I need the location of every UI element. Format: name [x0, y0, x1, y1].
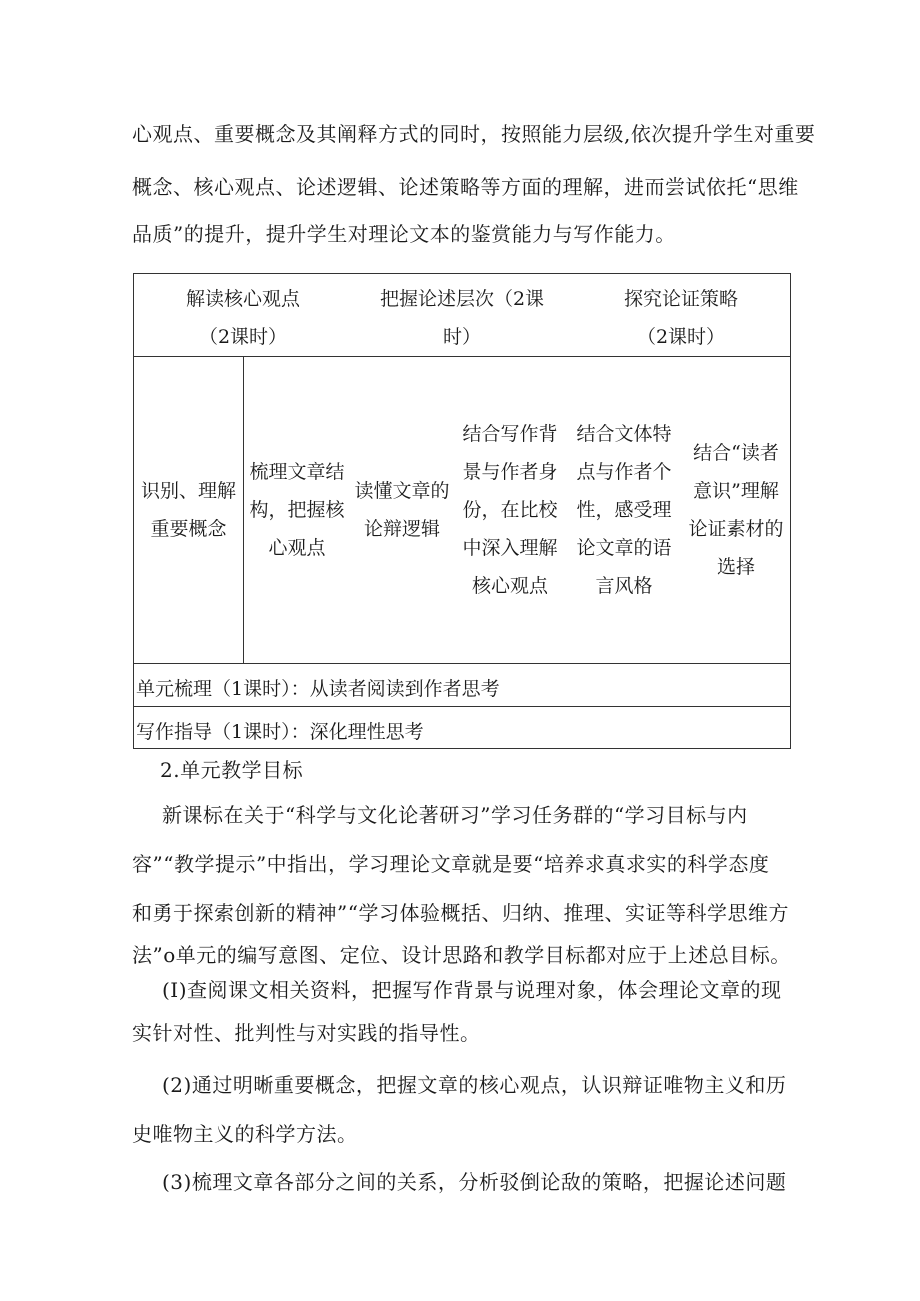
- cell-reader-line: 结合“读者: [693, 442, 779, 464]
- row-writing-guide: 写作指导（1课时）：深化理性思考: [136, 721, 424, 743]
- table-divider-body: [134, 663, 790, 664]
- goal-3-line-1: (3)梳理文章各部分之间的关系，分析驳倒论敌的策略，把握论述问题: [162, 1170, 787, 1194]
- header-core-views-hours: （2课时）: [198, 326, 288, 348]
- section-para-line-4: 法”o单元的编写意图、定位、设计思路和教学目标都对应于上述总目标。: [132, 943, 791, 967]
- cell-logic-line: 论辩逻辑: [363, 518, 440, 540]
- cell-background-line: 份，在比校: [462, 499, 558, 521]
- header-argument-strategy: [572, 280, 790, 356]
- header-argument-strategy-title: 探究论证策略: [623, 288, 738, 310]
- course-structure-table: [133, 273, 791, 749]
- cell-structure-line: 构，把握核: [249, 499, 345, 521]
- cell-concepts-line: 重要概念: [150, 518, 227, 540]
- cell-reader-line: 意识”理解: [693, 480, 779, 502]
- row-unit-review: 单元梳理（1课时）：从读者阅读到作者思考: [136, 678, 500, 700]
- intro-line-2: 概念、核心观点、论述逻辑、论述策略等方面的理解，进而尝试依托“思维: [132, 175, 799, 199]
- table-divider-header: [134, 356, 790, 357]
- cell-style: [567, 415, 681, 605]
- cell-reader-line: 选择: [716, 556, 755, 578]
- header-core-views: [134, 280, 352, 356]
- intro-line-1: 心观点、重要概念及其阐释方式的同时，按照能力层级,依次提升学生对重要: [132, 122, 816, 146]
- cell-style-line: 结合文体特: [576, 423, 672, 445]
- section-para-line-3: 和勇于探索创新的精神”“学习体验概括、归纳、推理、实证等科学思维方: [132, 901, 789, 925]
- header-argument-levels-title: 把握论述层次（2课: [379, 288, 545, 310]
- cell-structure-line: 梳理文章结: [249, 461, 345, 483]
- header-core-views-title: 解读核心观点: [185, 288, 300, 310]
- intro-line-3: 品质”的提升，提升学生对理论文本的鉴赏能力与写作能力。: [132, 222, 676, 246]
- header-argument-levels: [352, 280, 572, 356]
- cell-background-line: 中深入理解: [462, 537, 558, 559]
- cell-structure-line: 心观点: [268, 537, 326, 559]
- cell-style-line: 言风格: [595, 575, 653, 597]
- table-divider-unit: [134, 706, 790, 707]
- cell-concepts: [134, 472, 243, 548]
- goal-2-line-1: (2)通过明晰重要概念，把握文章的核心观点，认识辩证唯物主义和历: [162, 1073, 787, 1097]
- cell-style-line: 性，感受理: [576, 499, 672, 521]
- section-heading: 2.单元教学目标: [160, 758, 304, 782]
- cell-logic: [351, 472, 453, 548]
- cell-style-line: 点与作者个: [576, 461, 672, 483]
- goal-2-line-2: 史唯物主义的科学方法。: [132, 1122, 358, 1146]
- cell-logic-line: 读懂文章的: [354, 480, 450, 502]
- cell-reader-line: 论证素材的: [688, 518, 784, 540]
- goal-1-line-1: (I)查阅课文相关资料，把握写作背景与说理对象，体会理论文章的现: [162, 978, 782, 1002]
- cell-background: [453, 415, 567, 605]
- cell-style-line: 论文章的语: [576, 537, 672, 559]
- header-argument-strategy-hours: （2课时）: [636, 326, 726, 348]
- cell-reader: [681, 434, 791, 586]
- header-argument-levels-hours: 时）: [442, 326, 481, 348]
- cell-concepts-line: 识别、理解: [140, 480, 236, 502]
- section-para-line-2: 容”“教学提示”中指出，学习理论文章就是要“培养求真求实的科学态度: [132, 852, 770, 876]
- section-para-line-1: 新课标在关于“科学与文化论著研习”学习任务群的“学习目标与内: [162, 803, 748, 827]
- cell-background-line: 景与作者身: [462, 461, 558, 483]
- cell-background-line: 核心观点: [471, 575, 548, 597]
- cell-background-line: 结合写作背: [462, 423, 558, 445]
- goal-1-line-2: 实针对性、批判性与对实践的指导性。: [132, 1021, 481, 1045]
- cell-structure: [243, 453, 351, 567]
